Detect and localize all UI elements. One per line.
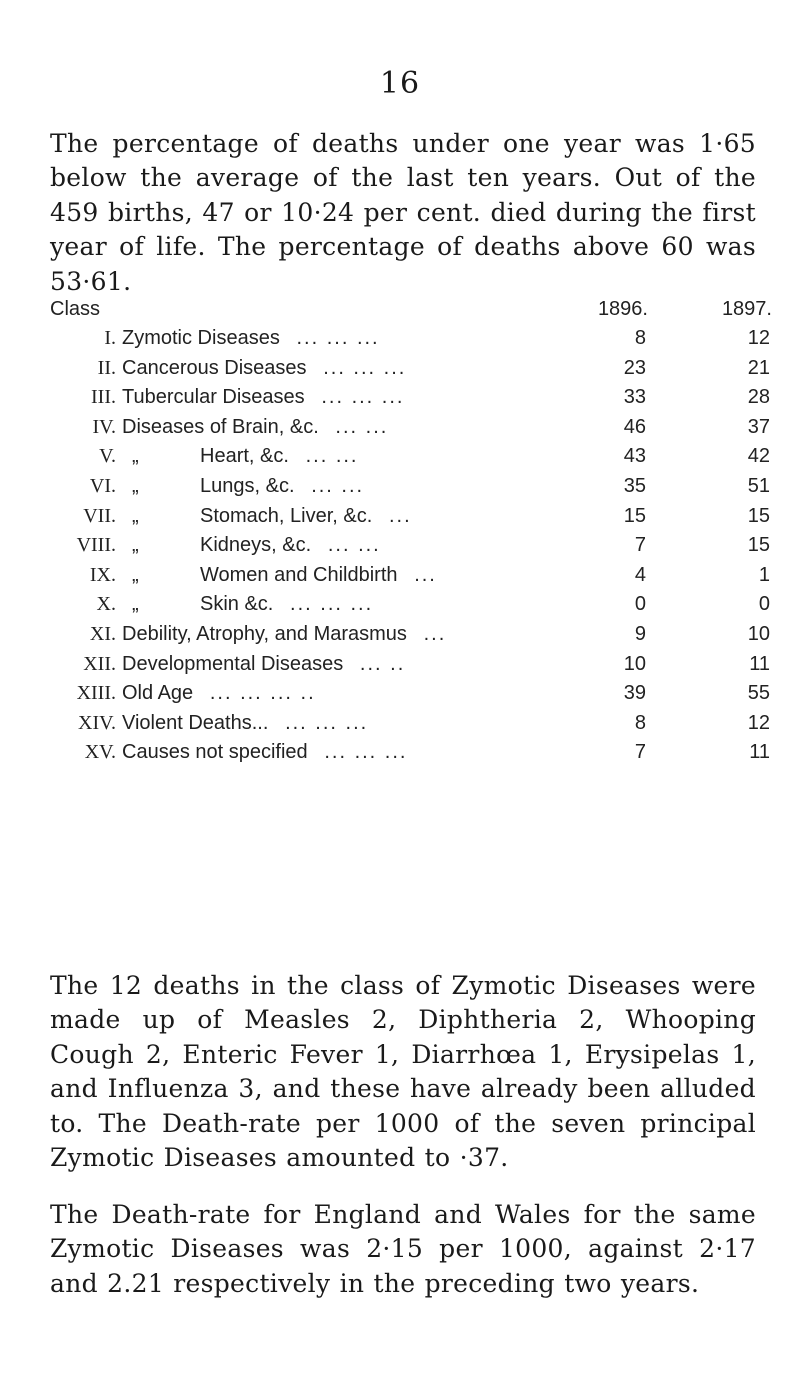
class-name: Old Age	[122, 682, 194, 705]
class-numeral: XV.	[84, 741, 116, 764]
header-year-1897: 1897.	[721, 298, 772, 320]
table-row	[50, 679, 776, 709]
class-numeral: XI.	[89, 622, 116, 645]
class-numeral: VI.	[89, 474, 116, 497]
class-name: Zymotic Diseases	[122, 327, 280, 349]
value-1896: 15	[623, 504, 646, 527]
value-1896: 33	[623, 386, 646, 409]
ditto-mark: „	[132, 445, 139, 468]
class-numeral: X.	[96, 593, 116, 616]
dot-leader: ... ...	[335, 415, 389, 438]
class-name-cell	[122, 413, 642, 443]
value-1897: 55	[747, 682, 770, 705]
dot-leader: ... ..	[359, 652, 406, 675]
class-name: Debility, Atrophy, and Marasmus	[122, 622, 407, 645]
value-1897: 15	[747, 534, 770, 557]
value-1897: 11	[749, 652, 770, 675]
dot-leader: ... ...	[305, 445, 359, 468]
value-1896: 4	[634, 563, 646, 586]
value-1896: 9	[634, 622, 646, 645]
class-name: Women and Childbirth	[200, 563, 398, 586]
class-name: Stomach, Liver, &c.	[200, 504, 373, 527]
class-numeral: IX.	[89, 563, 116, 586]
table-row	[50, 383, 776, 413]
value-1897: 11	[749, 741, 770, 764]
class-name: Diseases of Brain, &c.	[122, 415, 319, 438]
dot-leader: ... ... ...	[290, 593, 374, 616]
dot-leader: ... ... ...	[324, 741, 408, 764]
value-1897: 51	[747, 474, 770, 497]
class-numeral: VIII.	[76, 534, 116, 557]
class-name-cell	[122, 738, 642, 768]
deaths-by-class-table	[50, 294, 776, 768]
table-row	[50, 650, 776, 680]
value-1897: 1	[758, 563, 770, 586]
class-name: Heart, &c.	[200, 445, 289, 468]
table-row	[50, 413, 776, 443]
class-name-cell	[122, 709, 642, 739]
class-name-cell	[122, 472, 642, 502]
class-numeral: I.	[104, 327, 116, 349]
class-name: Tubercular Diseases	[122, 386, 305, 409]
dot-leader: ... ... ...	[323, 356, 407, 379]
class-name-cell	[122, 354, 642, 384]
dot-leader: ... ...	[327, 534, 381, 557]
ditto-mark: „	[132, 474, 139, 497]
page-number: 16	[379, 66, 421, 101]
class-numeral: XIII.	[76, 682, 116, 705]
value-1896: 35	[623, 474, 646, 497]
table-row	[50, 502, 776, 532]
ditto-mark: „	[132, 504, 139, 527]
table-row	[50, 531, 776, 561]
ditto-mark: „	[132, 534, 139, 557]
class-name-cell	[122, 679, 642, 709]
class-name: Kidneys, &c.	[200, 534, 312, 557]
table-row	[50, 354, 776, 384]
table-row	[50, 620, 776, 650]
paragraph-england-wales-rate: The Death-rate for England and Wales for the same Zymotic Diseases was 2·15 per 1000, against 2·17 and 2.21 respectively in the preceding two years.	[50, 1200, 756, 1298]
table-row	[50, 590, 776, 620]
class-numeral: VII.	[83, 504, 116, 527]
class-name: Skin &c.	[200, 593, 274, 616]
dot-leader: ... ... ...	[296, 327, 380, 349]
value-1896: 8	[634, 711, 646, 734]
table-row	[50, 738, 776, 768]
class-name-cell	[122, 561, 642, 591]
class-numeral: IV.	[92, 415, 116, 438]
table-row	[50, 472, 776, 502]
value-1897: 42	[747, 445, 770, 468]
value-1896: 23	[623, 356, 646, 379]
value-1896: 7	[634, 741, 646, 764]
class-name-cell	[122, 324, 642, 354]
value-1897: 10	[747, 622, 770, 645]
value-1896: 0	[634, 593, 646, 616]
class-name: Developmental Diseases	[122, 652, 344, 675]
class-name-cell	[122, 650, 642, 680]
value-1896: 10	[623, 652, 646, 675]
class-name-cell	[122, 620, 642, 650]
dot-leader: ...	[414, 563, 437, 586]
class-name: Causes not specified	[122, 741, 308, 764]
value-1896: 43	[623, 445, 646, 468]
class-name-cell	[122, 502, 642, 532]
table-body	[50, 324, 776, 768]
value-1896: 8	[634, 327, 646, 349]
header-class: Class	[50, 298, 101, 320]
header-year-1896: 1896.	[597, 298, 648, 320]
value-1897: 0	[758, 593, 770, 616]
table-row	[50, 709, 776, 739]
class-numeral: XIV.	[78, 711, 116, 734]
value-1897: 15	[747, 504, 770, 527]
value-1897: 12	[747, 711, 770, 734]
value-1897: 28	[747, 386, 770, 409]
class-name-cell	[122, 590, 642, 620]
class-name: Lungs, &c.	[200, 474, 295, 497]
class-numeral: III.	[91, 386, 116, 409]
class-name: Violent Deaths...	[122, 711, 269, 734]
value-1896: 46	[623, 415, 646, 438]
class-name: Cancerous Diseases	[122, 356, 307, 379]
ditto-mark: „	[132, 563, 139, 586]
dot-leader: ...	[388, 504, 412, 527]
table-header-row	[50, 294, 776, 324]
value-1897: 21	[747, 356, 770, 379]
class-numeral: XII.	[83, 652, 116, 675]
paragraph-infant-deaths: The percentage of deaths under one year was 1·65 below the average of the last ten years. Out of the 459 births, 47 or 10·24 per cent. died during the first year of life. The percentage of deaths above 60 was 53·61.	[50, 129, 756, 296]
class-numeral: II.	[97, 356, 116, 379]
dot-leader: ... ... ... ..	[209, 682, 316, 705]
value-1896: 39	[623, 682, 646, 705]
dot-leader: ... ... ...	[285, 711, 369, 734]
dot-leader: ... ... ...	[321, 386, 405, 409]
value-1897: 12	[747, 327, 770, 349]
ditto-mark: „	[132, 593, 139, 616]
table-row	[50, 324, 776, 354]
table-row	[50, 561, 776, 591]
class-name-cell	[122, 383, 642, 413]
dot-leader: ... ...	[311, 474, 365, 497]
value-1896: 7	[634, 534, 646, 557]
dot-leader: ...	[423, 622, 447, 645]
table-row	[50, 442, 776, 472]
value-1897: 37	[747, 415, 770, 438]
paragraph-zymotic-breakdown: The 12 deaths in the class of Zymotic Diseases were made up of Measles 2, Diphtheria 2, Whooping Cough 2, Enteric Fever 1, Diarrhœa 1, Erysipelas 1, and Influenza 3, and these have already been alluded to. The Death-rate per 1000 of the seven principal Zymotic Diseases amounted to ·37.	[50, 971, 756, 1173]
class-numeral: V.	[99, 445, 116, 468]
class-name-cell	[122, 442, 642, 472]
class-name-cell	[122, 531, 642, 561]
